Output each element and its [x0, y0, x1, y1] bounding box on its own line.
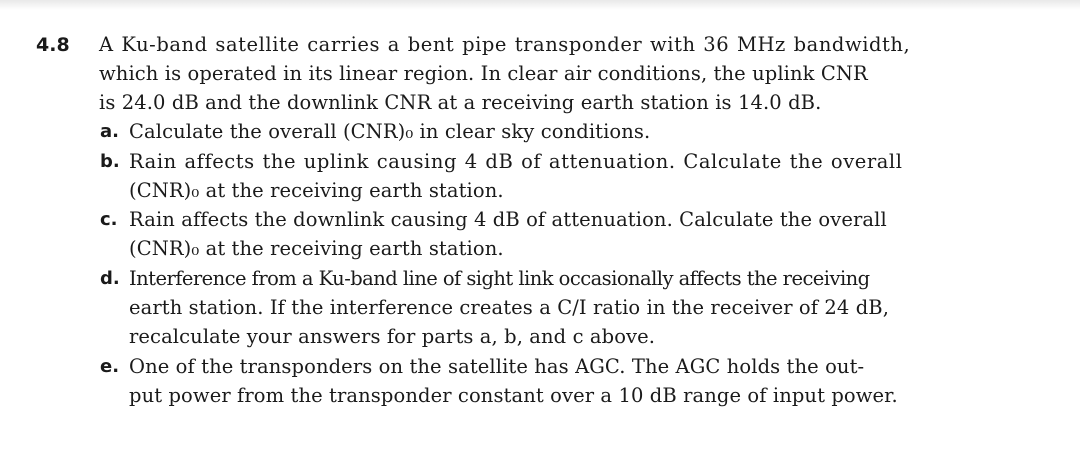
part-d-line-3: recalculate your answers for parts a, b, and c above. [129, 325, 656, 348]
part-b-label: b. [100, 151, 120, 172]
part-d-line-1: Interference from a Ku-band line of sight link occasionally affects the receiving [129, 267, 870, 290]
problem-number: 4.8 [36, 34, 70, 56]
part-e-line-1: One of the transponders on the satellite has AGC. The AGC holds the out- [129, 355, 865, 378]
problem-stem-line-1: A Ku-band satellite carries a bent pipe transponder with 36 MHz bandwidth, [99, 33, 911, 56]
part-d-label: d. [100, 268, 120, 289]
part-c-line-2: (CNR)₀ at the receiving earth station. [129, 237, 504, 260]
part-a-label: a. [100, 121, 119, 142]
part-e-label: e. [100, 356, 120, 377]
problem-stem-line-3: is 24.0 dB and the downlink CNR at a receiving earth station is 14.0 dB. [99, 91, 822, 114]
part-b-line-2: (CNR)₀ at the receiving earth station. [129, 179, 504, 202]
part-b-line-1: Rain affects the uplink causing 4 dB of attenuation. Calculate the overall [129, 150, 903, 173]
page-edge-shadow [0, 0, 1080, 10]
part-c-line-1: Rain affects the downlink causing 4 dB of attenuation. Calculate the overall [129, 208, 887, 231]
part-d-line-2: earth station. If the interference creates a C/I ratio in the receiver of 24 dB, [129, 296, 890, 319]
problem-stem-line-2: which is operated in its linear region. In clear air conditions, the uplink CNR [99, 62, 868, 85]
part-a-line-1: Calculate the overall (CNR)₀ in clear sky conditions. [129, 120, 651, 143]
part-e-line-2: put power from the transponder constant over a 10 dB range of input power. [129, 384, 898, 407]
part-c-label: c. [100, 209, 118, 230]
